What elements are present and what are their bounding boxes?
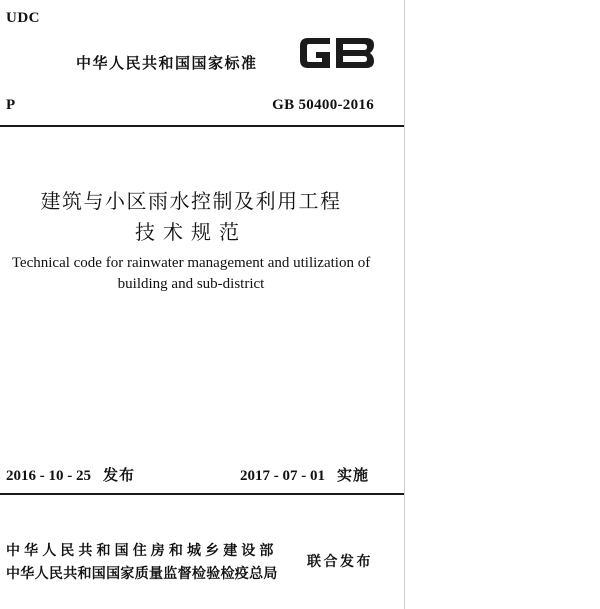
implement-date: 2017 - 07 - 01 <box>240 468 325 484</box>
implement-label: 实施 <box>337 466 370 484</box>
gb-logo-b-shape <box>336 38 374 68</box>
udc-label: UDC <box>6 10 40 26</box>
title-english-line-2: building and sub-district <box>117 276 265 292</box>
issue-label: 发布 <box>103 466 136 484</box>
title-english-line-1: Technical code for rainwater management and utilization of <box>11 255 371 271</box>
issuer-aqsiq: 中华人民共和国国家质量监督检验检疫总局 <box>6 566 278 582</box>
gb-logo <box>296 34 378 72</box>
issue-date: 2016 - 10 - 25 <box>6 468 91 484</box>
footer-divider <box>0 493 404 495</box>
header-divider <box>0 125 404 127</box>
title-chinese-line-2: 技术规范 <box>135 220 247 244</box>
issue-date-block <box>6 464 135 485</box>
title-chinese-line-1: 建筑与小区雨水控制及利用工程 <box>40 189 342 213</box>
standard-number: GB 50400-2016 <box>272 97 374 113</box>
background-margin <box>405 0 600 609</box>
joint-issue-label: 联合发布 <box>307 554 373 570</box>
gb-logo-g-shape <box>300 38 330 68</box>
issuer-ministry-housing: 中华人民共和国住房和城乡建设部 <box>6 543 278 559</box>
implement-date-block <box>240 464 369 485</box>
classification-code: P <box>6 97 16 113</box>
standard-type-label: 中华人民共和国国家标准 <box>76 54 258 72</box>
